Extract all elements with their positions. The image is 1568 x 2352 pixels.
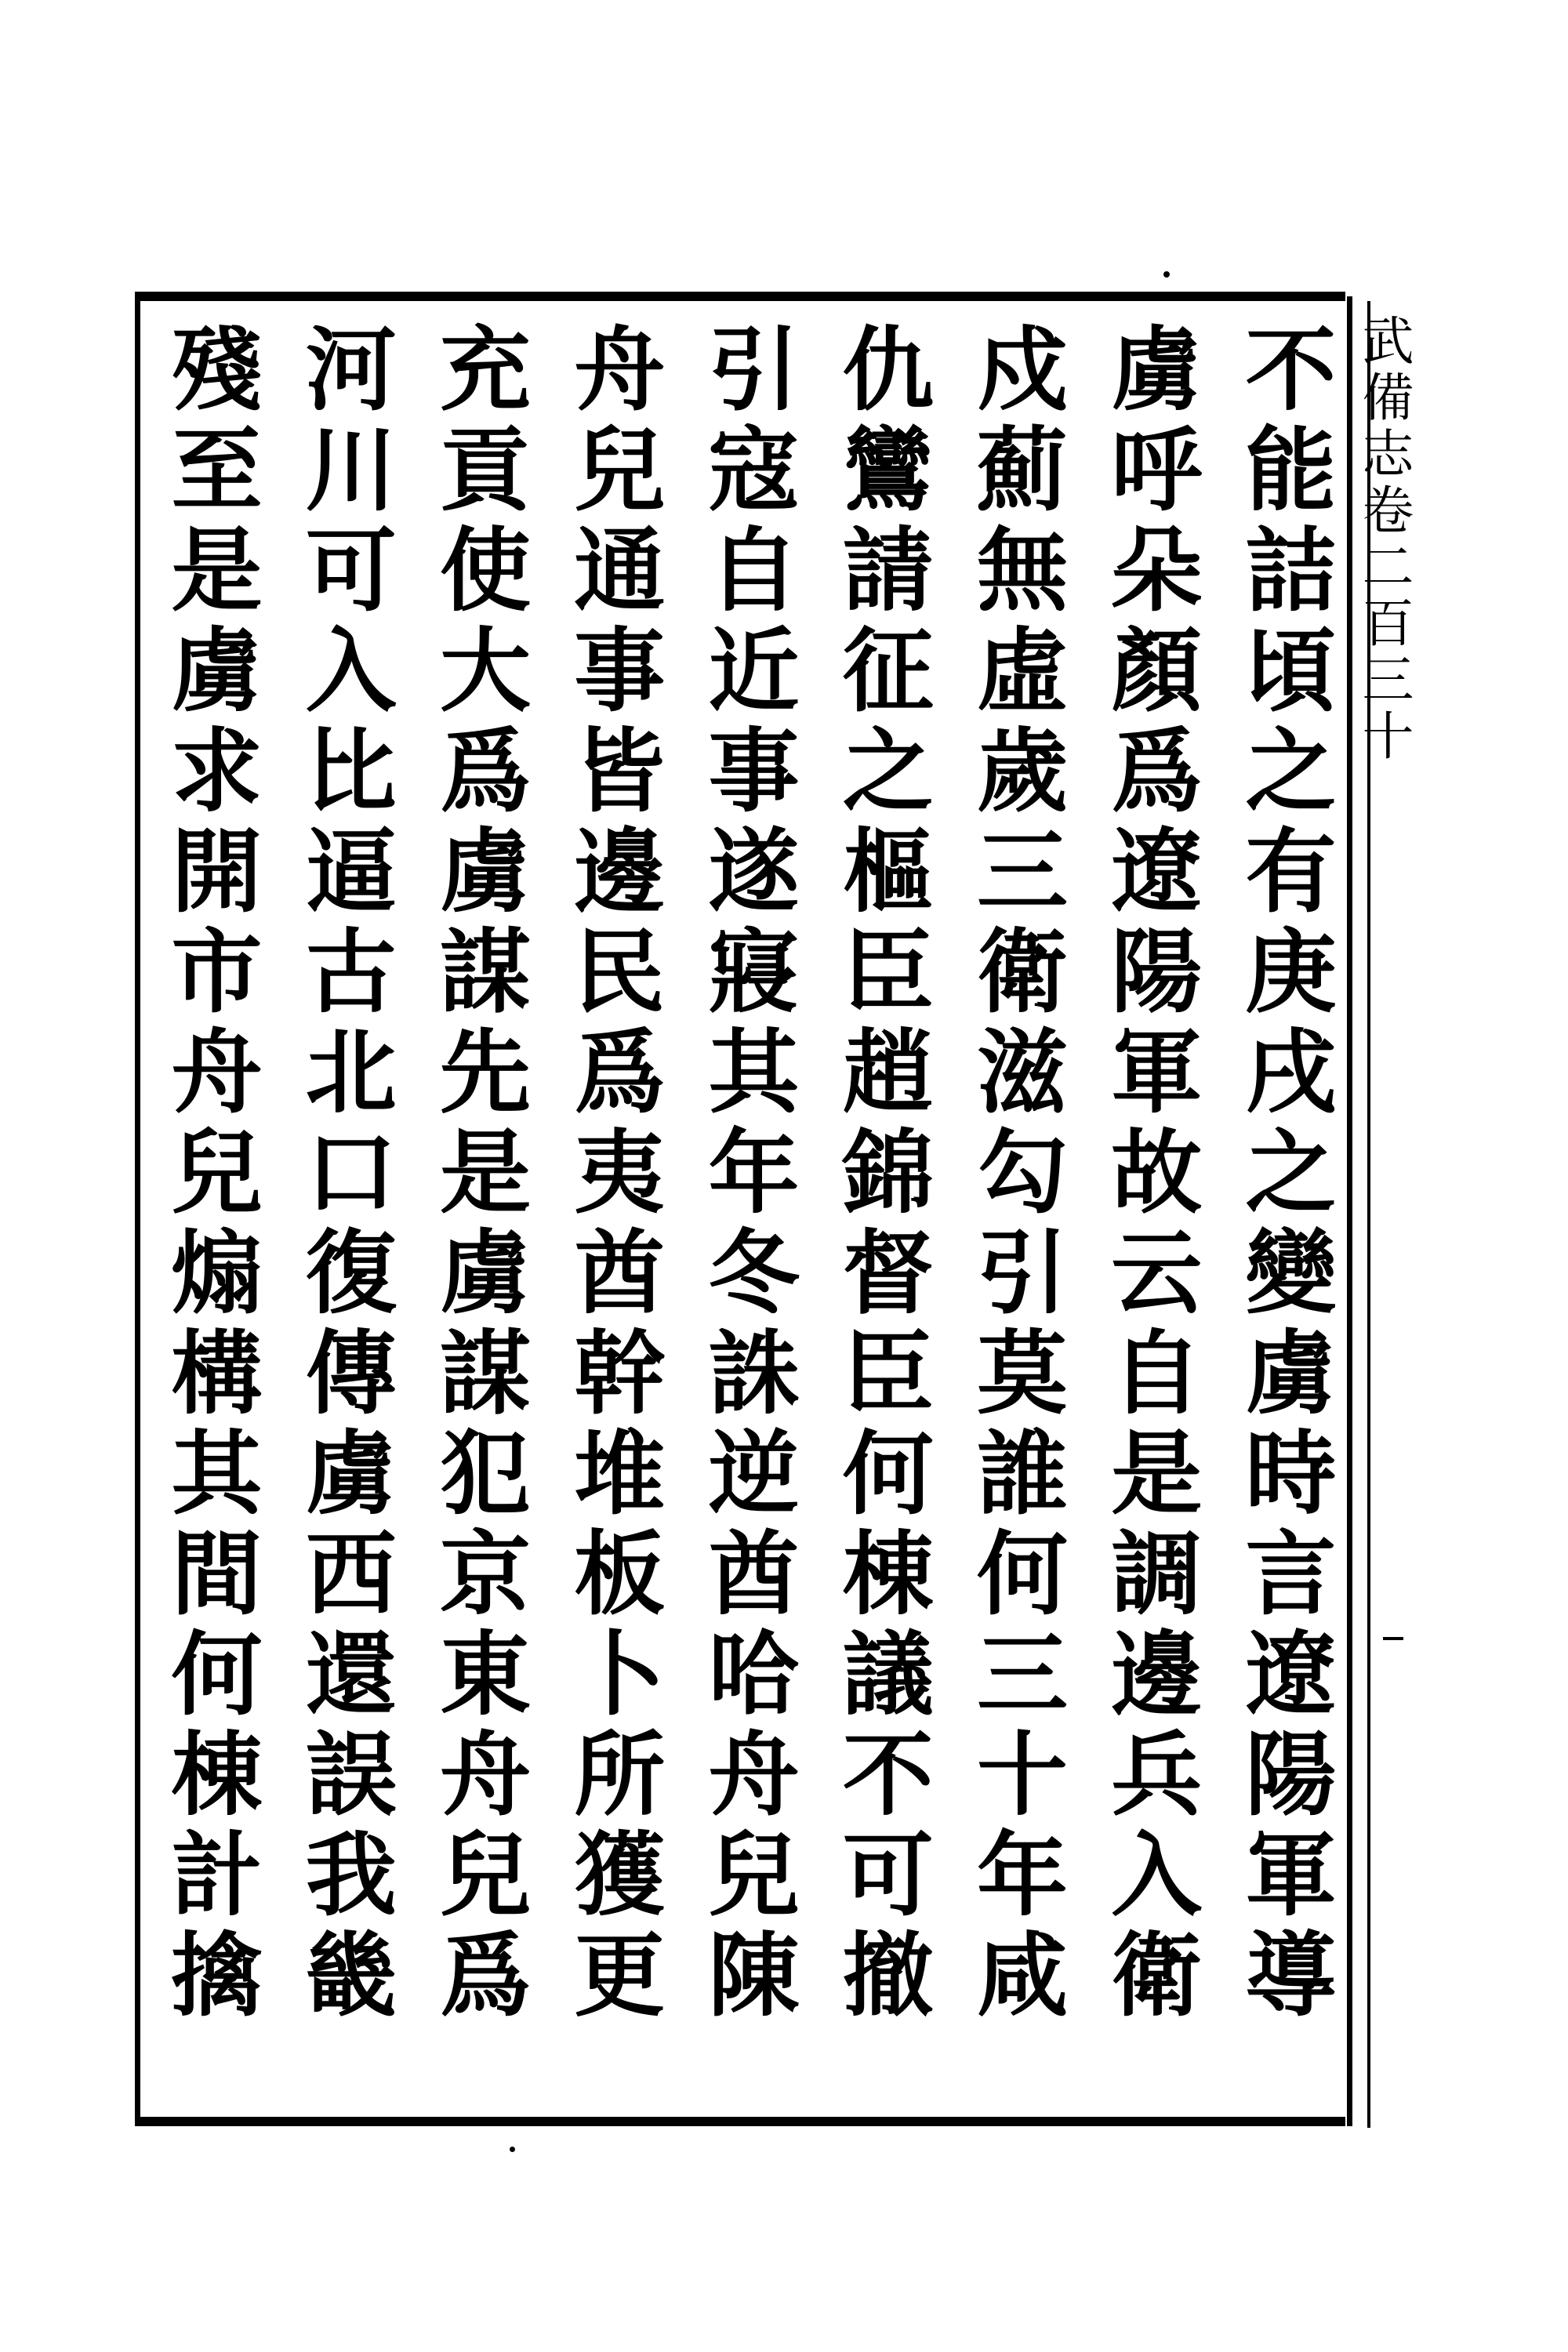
frame-inner-rule xyxy=(1347,296,1352,2126)
text-column-8: 河川可入比逼古北口復傳虜西還誤我畿 xyxy=(290,321,397,2027)
text-columns xyxy=(151,321,1342,2101)
text-column-5: 引寇自近事遂寢其年冬誅逆酋哈舟兒陳 xyxy=(693,321,800,2027)
text-column-3: 戍薊無虛歲三衛滋勾引莫誰何三十年咸 xyxy=(961,321,1069,2027)
scan-speck xyxy=(510,2147,515,2152)
folio-mark xyxy=(1383,1637,1403,1640)
scan-speck xyxy=(1163,271,1170,278)
text-column-1: 不能詰頃之有庚戌之變虜時言遼陽軍導 xyxy=(1230,321,1337,2027)
text-column-6: 舟兒通事皆邊民爲夷酋幹堆板卜所獲更 xyxy=(558,321,666,2027)
text-column-4: 仇鸞請征之樞臣趙錦督臣何棟議不可撤 xyxy=(827,321,935,2027)
text-column-9: 殘至是虜求開市舟兒煽構其間何棟計擒 xyxy=(156,321,263,2027)
text-column-7: 充貢使大爲虜謀先是虜謀犯京東舟兒爲 xyxy=(424,321,532,2027)
text-column-2: 虜呼朵顏爲遼陽軍故云自是調邊兵入衛 xyxy=(1095,321,1203,2027)
running-head: 武備志卷二百三十 xyxy=(1353,314,1414,765)
